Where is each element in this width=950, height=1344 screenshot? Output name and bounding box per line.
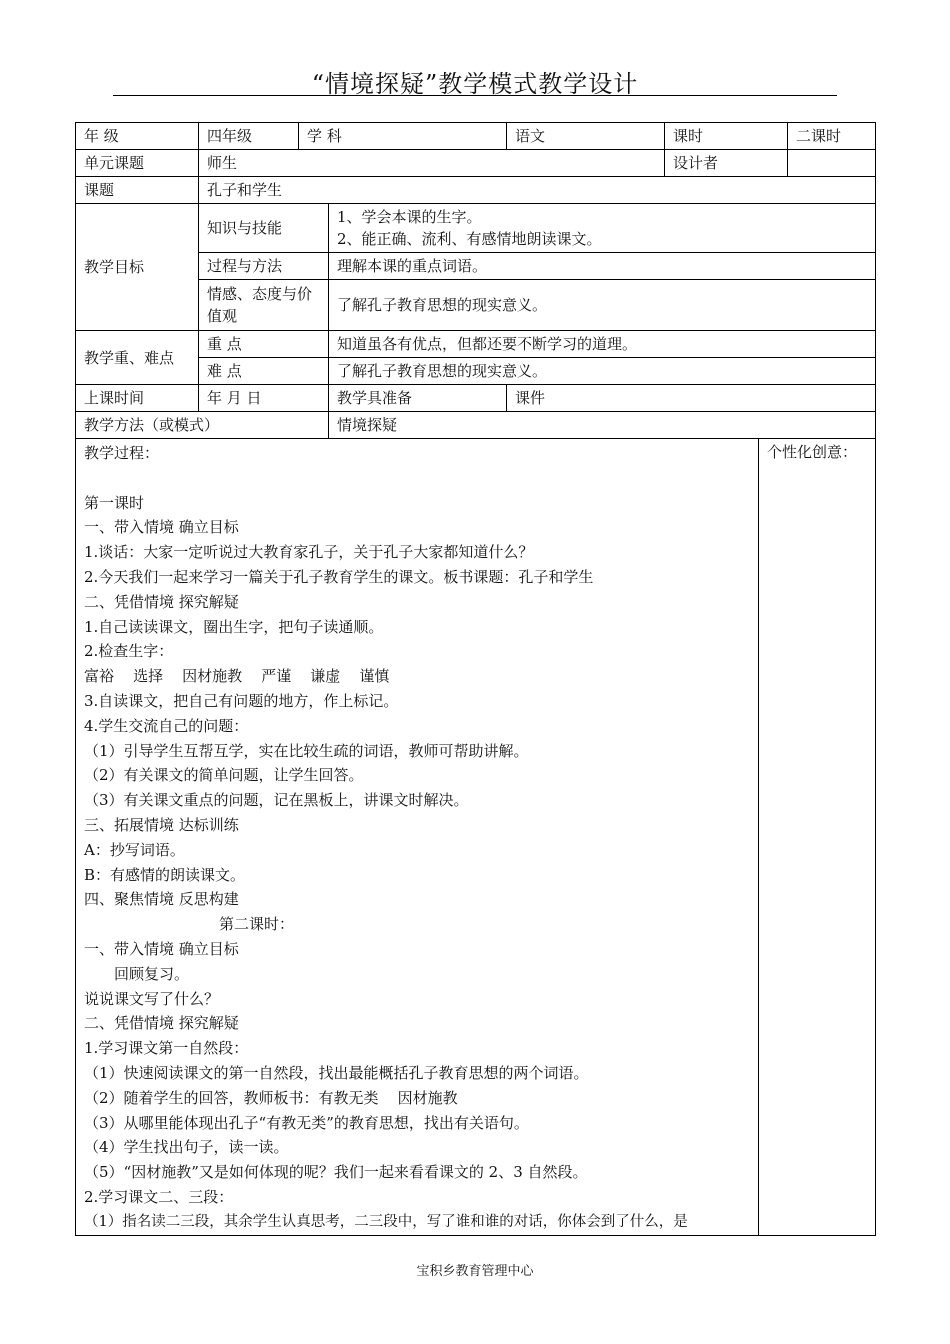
process-line	[84, 466, 750, 491]
personal-creativity-cell	[759, 439, 876, 1236]
goal-knowledge-label: 知识与技能	[199, 204, 329, 253]
difficult-point-value: 了解孔子教育思想的现实意义。	[329, 358, 876, 385]
goal-knowledge-line-1: 1、学会本课的生字。	[337, 208, 482, 226]
process-line: 2.今天我们一起来学习一篇关于孔子教育学生的课文。板书课题：孔子和学生	[84, 567, 594, 586]
process-line: 说说课文写了什么？	[84, 989, 220, 1008]
process-line: （4）学生找出句子，读一读。	[84, 1138, 289, 1157]
period-value: 二课时	[788, 123, 876, 150]
process-heading: 教学过程：	[84, 444, 160, 462]
designer-label: 设计者	[665, 150, 788, 177]
subject-value: 语文	[507, 123, 665, 150]
process-line: 2.检查生字：	[84, 642, 174, 661]
method-label: 教学方法（或模式）	[76, 412, 329, 439]
goal-process-value: 理解本课的重点词语。	[329, 253, 876, 280]
designer-value	[788, 150, 876, 177]
process-line: （2）有关课文的简单问题，让学生回答。	[84, 766, 364, 785]
difficult-point-label: 难 点	[199, 358, 329, 385]
period-label: 课时	[665, 123, 788, 150]
process-line: 3.自读课文，把自己有问题的地方，作上标记。	[84, 691, 399, 710]
process-line: （1）指名读二三段，其余学生认真思考，二三段中，写了谁和谁的对话，你体会到了什么，是	[84, 1213, 688, 1230]
process-line: 二、凭借情境 探究解疑	[84, 592, 239, 611]
personal-creativity-label: 个性化创意：	[767, 443, 858, 461]
unit-value: 师生	[199, 150, 665, 177]
process-line: 第二课时：	[219, 915, 295, 934]
key-point-value: 知道虽各有优点，但都还要不断学习的道理。	[329, 331, 876, 358]
process-line: （1）快速阅读课文的第一自然段，找出最能概括孔子教育思想的两个词语。	[84, 1063, 589, 1082]
process-line: 2.学习课文二、三段：	[84, 1187, 234, 1206]
key-difficult-label: 教学重、难点	[76, 331, 199, 385]
tools-label: 教学具准备	[329, 385, 507, 412]
goal-knowledge-line-2: 2、能正确、流利、有感情地朗读课文。	[337, 230, 602, 248]
process-line: （3）有关课文重点的问题，记在黑板上，讲课文时解决。	[84, 791, 469, 810]
process-line: 第一课时	[84, 493, 145, 512]
method-value: 情境探疑	[329, 412, 876, 439]
unit-label: 单元课题	[76, 150, 199, 177]
process-line: 一、带入情境 确立目标	[84, 939, 239, 958]
process-line: 富裕 选择 因材施教 严谨 谦虚 谨慎	[84, 667, 390, 686]
goal-emotion-label: 情感、态度与价值观	[199, 280, 329, 331]
process-line: 1.谈话：大家一定听说过大教育家孔子，关于孔子大家都知道什么？	[84, 543, 534, 562]
class-time-label: 上课时间	[76, 385, 199, 412]
goal-knowledge-value	[329, 204, 876, 253]
lesson-plan-table	[75, 122, 876, 1236]
subject-label: 学 科	[299, 123, 507, 150]
teaching-process-cell	[76, 439, 759, 1236]
goal-process-label: 过程与方法	[199, 253, 329, 280]
class-time-value: 年 月 日	[199, 385, 329, 412]
process-line: （3）从哪里能体现出孔子“有教无类”的教育思想，找出有关语句。	[84, 1113, 529, 1132]
lesson-value: 孔子和学生	[199, 177, 876, 204]
process-line: 二、凭借情境 探究解疑	[84, 1014, 239, 1033]
process-line: 回顾复习。	[114, 964, 190, 983]
process-line: （1）引导学生互帮互学，实在比较生疏的词语，教师可帮助讲解。	[84, 741, 529, 760]
grade-label: 年 级	[76, 123, 199, 150]
lesson-label: 课题	[76, 177, 199, 204]
process-line: A：抄写词语。	[84, 840, 185, 859]
process-line: 1.自己读读课文，圈出生字，把句子读通顺。	[84, 617, 384, 636]
grade-value: 四年级	[199, 123, 299, 150]
process-line: 1.学习课文第一自然段：	[84, 1039, 249, 1058]
tools-value: 课件	[507, 385, 876, 412]
process-line: B：有感情的朗读课文。	[84, 865, 246, 884]
process-line: 四、聚焦情境 反思构建	[84, 890, 239, 909]
document-title: “情境探疑”教学模式教学设计	[311, 70, 639, 98]
goals-label: 教学目标	[76, 204, 199, 331]
goal-emotion-value: 了解孔子教育思想的现实意义。	[329, 280, 876, 331]
key-point-label: 重 点	[199, 331, 329, 358]
process-line: 三、拓展情境 达标训练	[84, 815, 239, 834]
title-underline	[113, 95, 837, 96]
process-line: 一、带入情境 确立目标	[84, 518, 239, 537]
process-line: 4.学生交流自己的问题：	[84, 716, 249, 735]
footer-organization: 宝积乡教育管理中心	[416, 1264, 534, 1279]
process-line: （5）“因材施教”又是如何体现的呢？我们一起来看看课文的 2、3 自然段。	[84, 1163, 588, 1182]
process-line: （2）随着学生的回答，教师板书：有教无类 因材施教	[84, 1088, 458, 1107]
